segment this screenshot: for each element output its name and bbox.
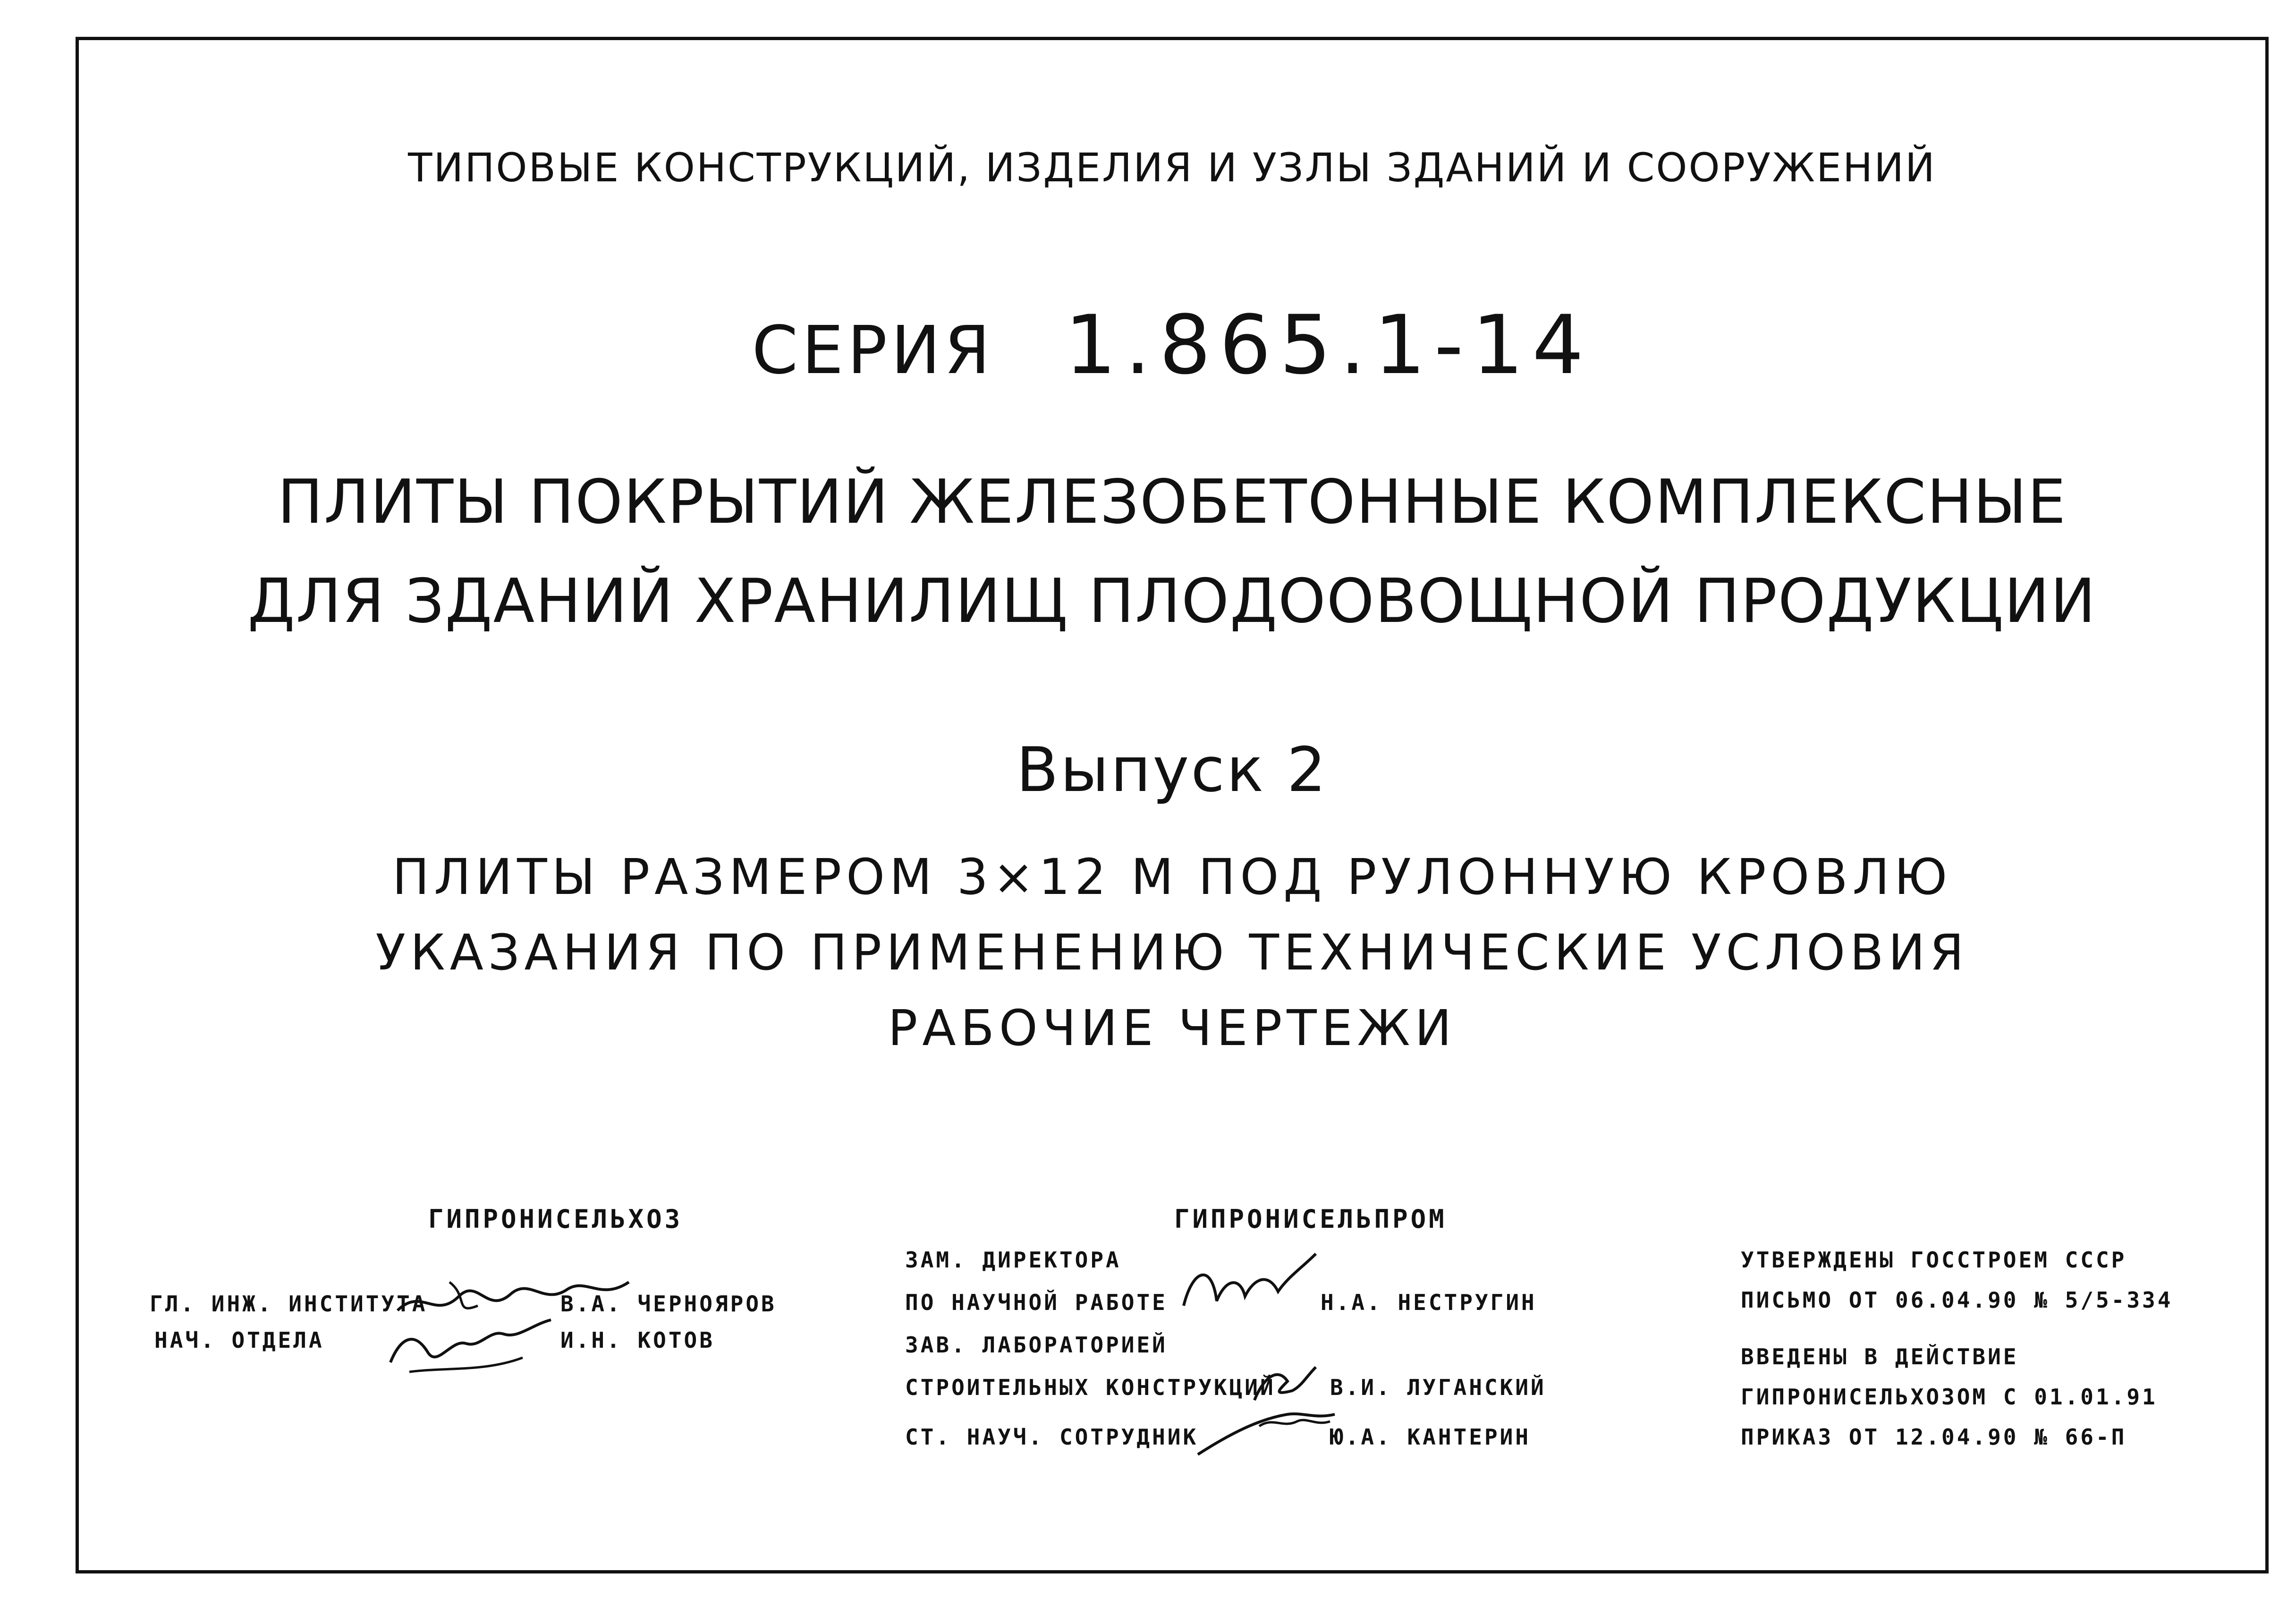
approval-line-2: ПИСЬМО ОТ 06.04.90 № 5/5-334 <box>1741 1287 2173 1313</box>
drawing-frame <box>76 37 2269 1573</box>
left-sig-1-position: ГЛ. ИНЖ. ИНСТИТУТА <box>150 1291 428 1317</box>
mid-sig-2-name: В.И. ЛУГАНСКИЙ <box>1330 1375 1546 1400</box>
left-sig-2-name: И.Н. КОТОВ <box>560 1327 715 1353</box>
mid-sig-2-position-line1: ЗАВ. ЛАБОРАТОРИЕЙ <box>905 1332 1168 1358</box>
header-line: ТИПОВЫЕ КОНСТРУКЦИЙ, ИЗДЕЛИЯ И УЗЛЫ ЗДАНИЙ И СООРУЖЕНИЙ <box>408 145 1936 191</box>
left-sig-2-position: НАЧ. ОТДЕЛА <box>154 1327 324 1353</box>
signature-scribble-5 <box>1193 1400 1344 1462</box>
mid-sig-1-name: Н.А. НЕСТРУГИН <box>1321 1290 1537 1315</box>
signature-scribble-2 <box>381 1310 560 1381</box>
issue-line-1: ПЛИТЫ РАЗМЕРОМ 3×12 М ПОД РУЛОННУЮ КРОВЛЮ <box>392 848 1952 906</box>
series-label: СЕРИЯ <box>752 312 994 389</box>
mid-sig-2-position-line2: СТРОИТЕЛЬНЫХ КОНСТРУКЦИЙ <box>905 1375 1276 1400</box>
issue-label: Выпуск 2 <box>1016 734 1328 806</box>
title-line-2: ДЛЯ ЗДАНИЙ ХРАНИЛИЩ ПЛОДООВОЩНОЙ ПРОДУКЦИИ <box>247 566 2097 637</box>
approval-line-4: ГИПРОНИСЕЛЬХОЗОМ С 01.01.91 <box>1741 1384 2158 1410</box>
approval-line-1: УТВЕРЖДЕНЫ ГОССТРОЕМ СССР <box>1741 1247 2127 1273</box>
mid-sig-3-name: Ю.А. КАНТЕРИН <box>1330 1424 1531 1450</box>
left-sig-1-name: В.А. ЧЕРНОЯРОВ <box>560 1291 777 1317</box>
title-line-1: ПЛИТЫ ПОКРЫТИЙ ЖЕЛЕЗОБЕТОННЫЕ КОМПЛЕКСНЫЕ <box>277 467 2067 537</box>
approval-line-5: ПРИКАЗ ОТ 12.04.90 № 66-П <box>1741 1424 2127 1450</box>
org-middle: ГИПРОНИСЕЛЬПРОМ <box>1174 1204 1447 1234</box>
issue-line-2: УКАЗАНИЯ ПО ПРИМЕНЕНИЮ ТЕХНИЧЕСКИЕ УСЛОВИЯ <box>375 924 1969 981</box>
signature-scribble-3 <box>1174 1249 1330 1320</box>
issue-line-3: РАБОЧИЕ ЧЕРТЕЖИ <box>888 999 1457 1057</box>
series-line <box>79 298 2265 392</box>
org-left: ГИПРОНИСЕЛЬХОЗ <box>428 1204 683 1234</box>
mid-sig-3-position-line2: СТ. НАУЧ. СОТРУДНИК <box>905 1424 1199 1450</box>
series-number: 1.865.1-14 <box>1065 298 1593 392</box>
approval-line-3: ВВЕДЕНЫ В ДЕЙСТВИЕ <box>1741 1344 2019 1369</box>
mid-sig-1-position-line1: ЗАМ. ДИРЕКТОРА <box>905 1247 1121 1273</box>
mid-sig-1-position-line2: ПО НАУЧНОЙ РАБОТЕ <box>905 1290 1168 1315</box>
